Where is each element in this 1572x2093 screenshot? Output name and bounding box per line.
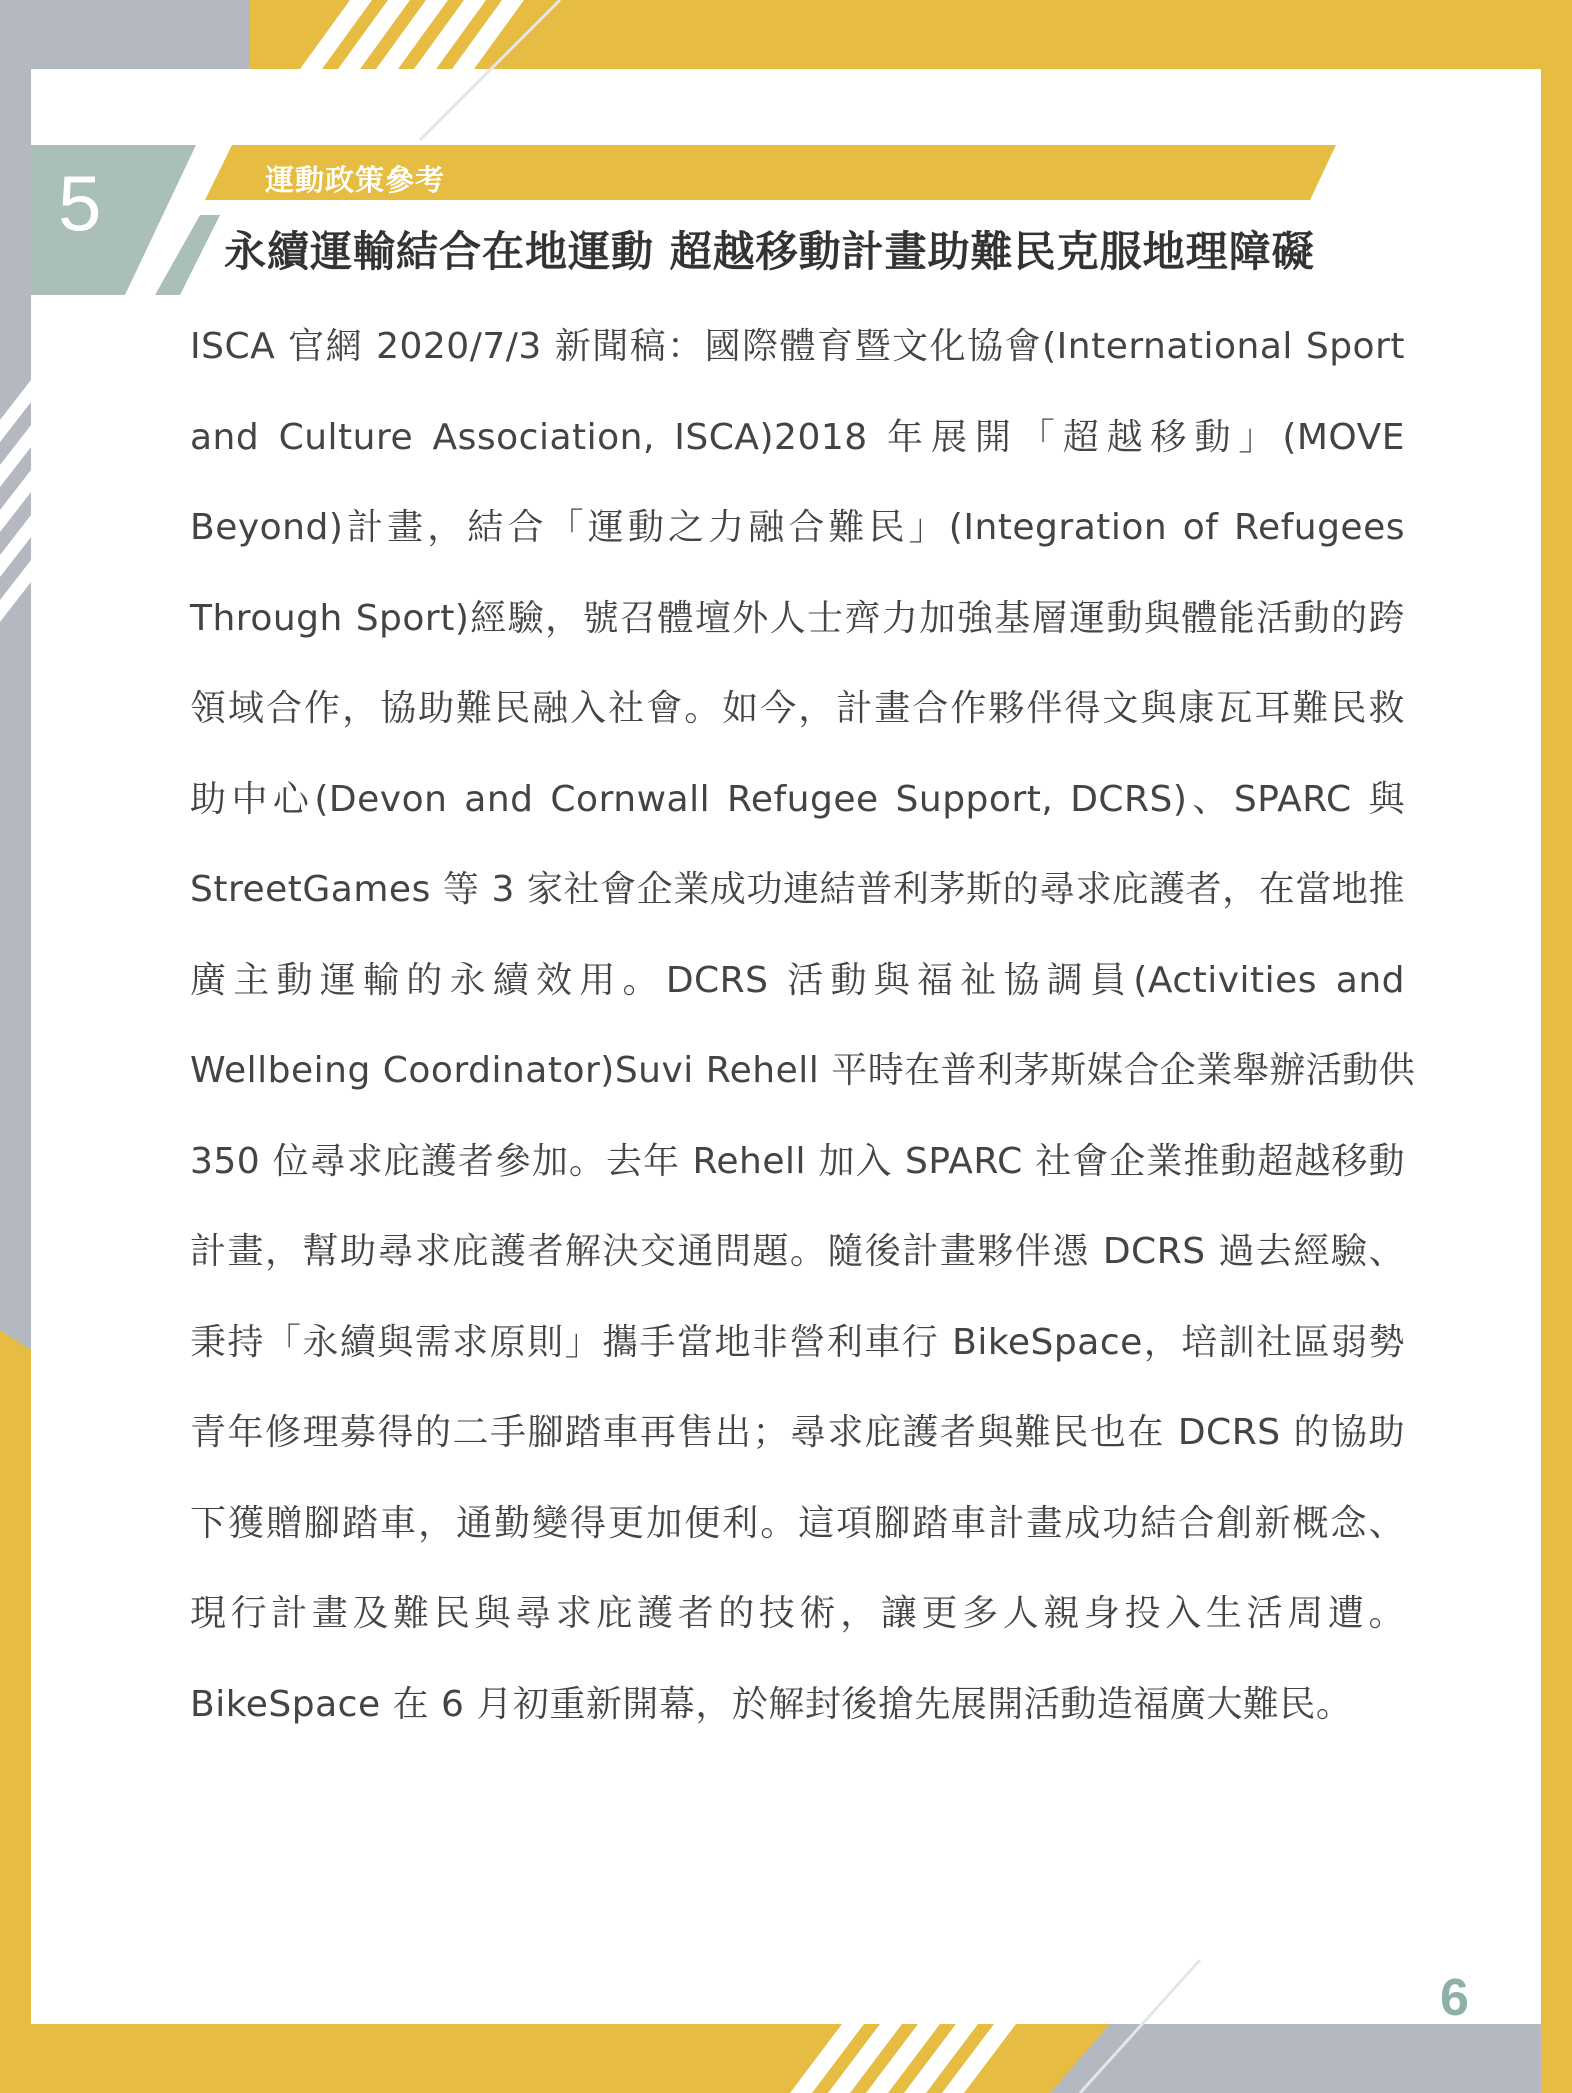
body-line: 計畫，幫助尋求庇護者解決交通問題。隨後計畫夥伴憑 DCRS 過去經驗、 [190, 1231, 1405, 1272]
body-line: BikeSpace 在 6 月初重新開幕，於解封後搶先展開活動造福廣大難民。 [190, 1683, 1353, 1725]
body-line: ISCA 官網 2020/7/3 新聞稿：國際體育暨文化協會(International Sport [190, 326, 1405, 367]
body-line: 350 位尋求庇護者參加。去年 Rehell 加入 SPARC 社會企業推動超越移動 [190, 1140, 1405, 1182]
body-line: 青年修理募得的二手腳踏車再售出；尋求庇護者與難民也在 DCRS 的協助 [190, 1412, 1405, 1453]
body-line: 下獲贈腳踏車，通勤變得更加便利。這項腳踏車計畫成功結合創新概念、 [190, 1502, 1405, 1544]
article-title: 永續運輸結合在地運動 超越移動計畫助難民克服地理障礙 [224, 227, 1315, 276]
body-line: Wellbeing Coordinator)Suvi Rehell 平時在普利茅斯媒合企業舉辦活動供 [190, 1050, 1416, 1091]
body-line: 廣主動運輸的永續效用。DCRS 活動與福祉協調員(Activities and [190, 959, 1405, 1001]
article-body [190, 302, 1416, 1750]
page-number: 6 [1440, 1969, 1469, 2027]
body-line: 現行計畫及難民與尋求庇護者的技術，讓更多人親身投入生活周遭。 [190, 1593, 1405, 1634]
body-line: 秉持「永續與需求原則」攜手當地非營利車行 BikeSpace，培訓社區弱勢 [190, 1321, 1405, 1363]
body-line: StreetGames 等 3 家社會企業成功連結普利茅斯的尋求庇護者，在當地推 [190, 869, 1405, 910]
body-line: and Culture Association, ISCA)2018 年展開「超越移動」(MOVE [190, 416, 1405, 458]
body-line: Beyond)計畫，結合「運動之力融合難民」(Integration of Refugees [190, 507, 1405, 548]
body-line: Through Sport)經驗，號召體壇外人士齊力加強基層運動與體能活動的跨 [190, 597, 1405, 639]
body-line: 助中心(Devon and Cornwall Refugee Support, DCRS)、SPARC 與 [190, 778, 1405, 820]
category-label: 運動政策參考 [265, 163, 446, 197]
section-number: 5 [58, 159, 102, 247]
body-line: 領域合作，協助難民融入社會。如今，計畫合作夥伴得文與康瓦耳難民救 [190, 688, 1405, 729]
